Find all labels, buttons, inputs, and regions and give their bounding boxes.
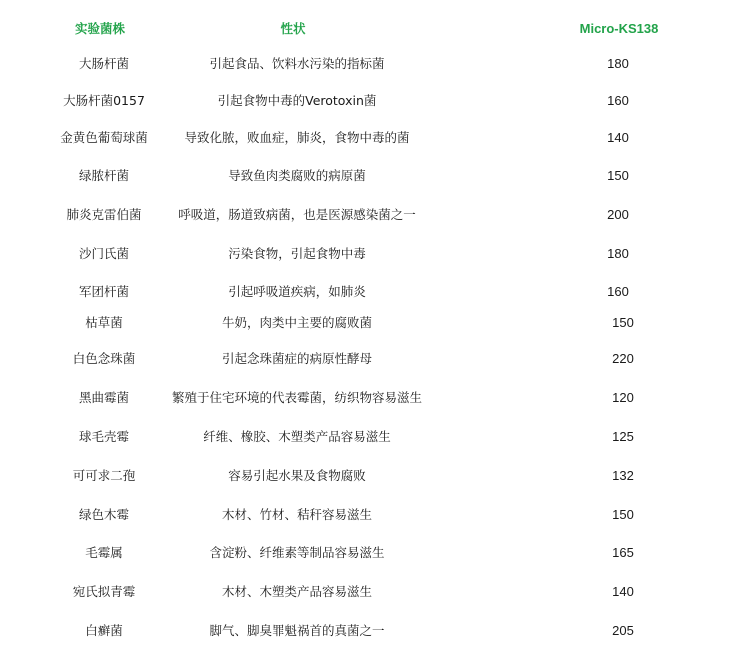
value-cell: 165 [612, 545, 634, 560]
value-cell: 160 [607, 284, 629, 299]
strain-cell: 白色念珠菌 [72, 351, 136, 366]
property-cell: 导致鱼肉类腐败的病原菌 [228, 168, 366, 183]
property-cell: 引起食物中毒的Verotoxin菌 [217, 93, 377, 108]
value-cell: 150 [612, 315, 634, 330]
strain-cell: 军团杆菌 [78, 284, 130, 299]
header-property: 性状 [280, 21, 306, 36]
property-cell: 呼吸道，肠道致病菌，也是医源感染菌之一 [178, 207, 416, 222]
strain-cell: 大肠杆菌0157 [63, 93, 145, 108]
strain-cell: 绿脓杆菌 [78, 168, 130, 183]
property-cell: 牛奶，肉类中主要的腐败菌 [221, 315, 373, 330]
header-value: Micro-KS138 [579, 21, 659, 36]
value-cell: 140 [607, 130, 629, 145]
strain-cell: 枯草菌 [85, 315, 123, 330]
value-cell: 132 [612, 468, 634, 483]
value-cell: 150 [612, 507, 634, 522]
strain-cell: 白癣菌 [85, 623, 123, 638]
strain-cell: 宛氏拟青霉 [72, 584, 136, 599]
value-cell: 220 [612, 351, 634, 366]
property-cell: 引起呼吸道疾病，如肺炎 [228, 284, 366, 299]
property-cell: 繁殖于住宅环境的代表霉菌，纺织物容易滋生 [171, 390, 423, 405]
value-cell: 140 [612, 584, 634, 599]
value-cell: 120 [612, 390, 634, 405]
value-cell: 180 [607, 246, 629, 261]
value-cell: 180 [607, 56, 629, 71]
property-cell: 脚气、脚臭罪魁祸首的真菌之一 [209, 623, 385, 638]
property-cell: 木材、木塑类产品容易滋生 [221, 584, 373, 599]
property-cell: 含淀粉、纤维素等制品容易滋生 [209, 545, 385, 560]
property-cell: 纤维、橡胶、木塑类产品容易滋生 [203, 429, 391, 444]
value-cell: 160 [607, 93, 629, 108]
header-strain: 实验菌株 [74, 21, 126, 36]
strain-cell: 球毛壳霉 [78, 429, 130, 444]
strain-cell: 黑曲霉菌 [78, 390, 130, 405]
strain-cell: 肺炎克雷伯菌 [66, 207, 142, 222]
strain-cell: 大肠杆菌 [78, 56, 130, 71]
property-cell: 污染食物，引起食物中毒 [228, 246, 366, 261]
strain-cell: 可可求二孢 [72, 468, 136, 483]
strain-cell: 沙门氏菌 [78, 246, 130, 261]
value-cell: 125 [612, 429, 634, 444]
value-cell: 200 [607, 207, 629, 222]
property-cell: 引起食品、饮料水污染的指标菌 [209, 56, 385, 71]
strain-cell: 绿色木霉 [78, 507, 130, 522]
strain-cell: 毛霉属 [85, 545, 123, 560]
value-cell: 150 [607, 168, 629, 183]
property-cell: 导致化脓，败血症，肺炎，食物中毒的菌 [184, 130, 410, 145]
property-cell: 木材、竹材、秸秆容易滋生 [221, 507, 373, 522]
property-cell: 引起念珠菌症的病原性酵母 [221, 351, 373, 366]
value-cell: 205 [612, 623, 634, 638]
property-cell: 容易引起水果及食物腐败 [228, 468, 366, 483]
strain-cell: 金黄色葡萄球菌 [60, 130, 148, 145]
